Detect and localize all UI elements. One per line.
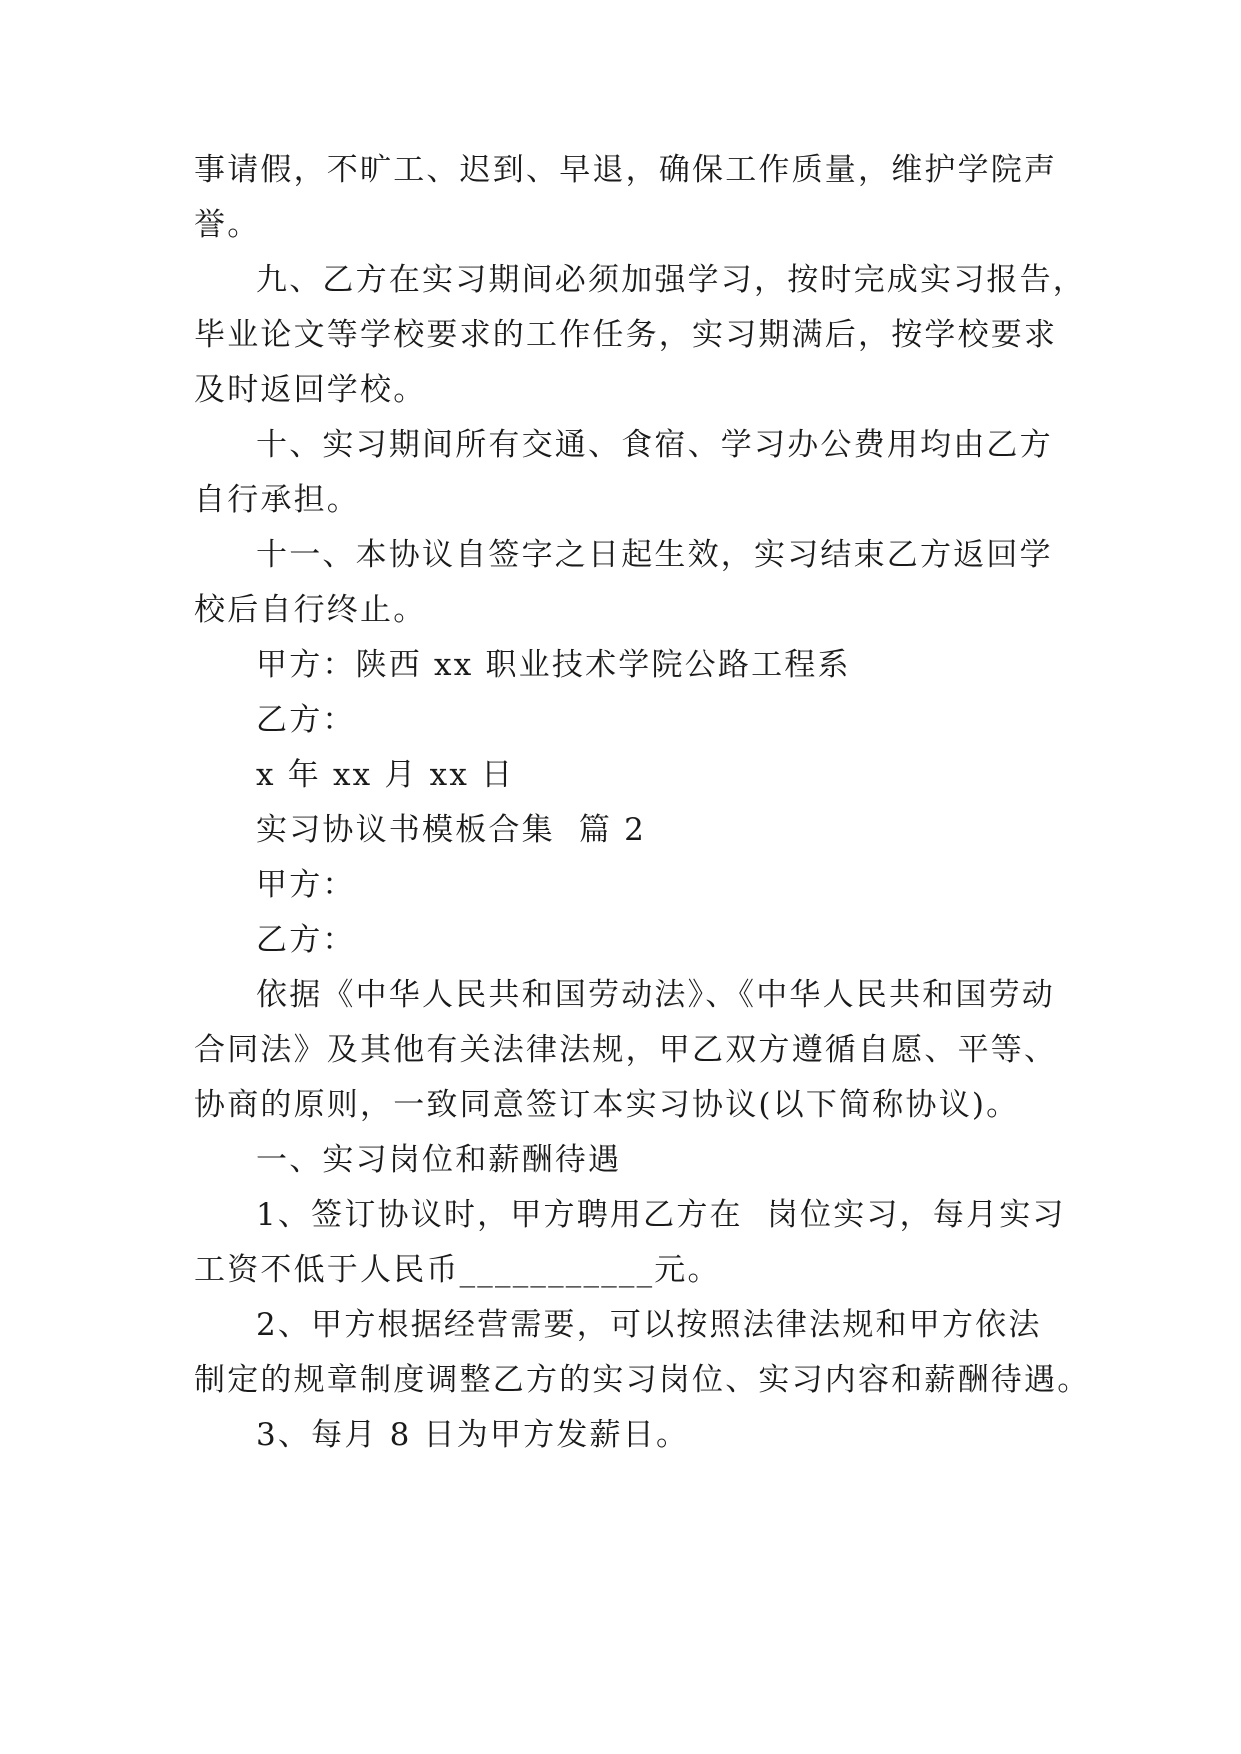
section-heading: 实习协议书模板合集 篇 2 — [256, 812, 647, 848]
body-text-line: 自行承担。 — [194, 482, 360, 518]
clause-heading: 一、实习岗位和薪酬待遇 — [256, 1142, 622, 1178]
body-text-line: 毕业论文等学校要求的工作任务，实习期满后，按学校要求 — [194, 317, 1058, 353]
item-one: 1、签订协议时，甲方聘用乙方在 岗位实习，每月实习 — [256, 1197, 1066, 1233]
date-line: x 年 xx 月 xx 日 — [256, 757, 515, 793]
clause-eleven: 十一、本协议自签字之日起生效，实习结束乙方返回学 — [256, 537, 1053, 573]
body-text-line: 校后自行终止。 — [194, 592, 427, 628]
body-text-line: 协商的原则，一致同意签订本实习协议(以下简称协议)。 — [194, 1087, 1020, 1123]
body-text-line: 制定的规章制度调整乙方的实习岗位、实习内容和薪酬待遇。 — [194, 1362, 1091, 1398]
body-text-line: 及时返回学校。 — [194, 372, 427, 408]
party-a-label: 甲方： — [256, 867, 356, 903]
item-three: 3、每月 8 日为甲方发薪日。 — [256, 1417, 690, 1453]
body-text-line: 工资不低于人民币___________元。 — [194, 1252, 721, 1288]
party-a-signature: 甲方：陕西 xx 职业技术学院公路工程系 — [256, 647, 851, 683]
preamble: 依据《中华人民共和国劳动法》、《中华人民共和国劳动 — [256, 977, 1055, 1013]
body-text-line: 誉。 — [194, 207, 261, 243]
item-two: 2、甲方根据经营需要，可以按照法律法规和甲方依法 — [256, 1307, 1042, 1343]
party-b-label: 乙方： — [256, 922, 356, 958]
party-b-signature: 乙方： — [256, 702, 356, 738]
body-text-line: 事请假，不旷工、迟到、早退，确保工作质量，维护学院声 — [194, 152, 1058, 188]
body-text-line: 合同法》及其他有关法律法规，甲乙双方遵循自愿、平等、 — [194, 1032, 1058, 1068]
clause-ten: 十、实习期间所有交通、食宿、学习办公费用均由乙方 — [256, 427, 1053, 463]
clause-nine: 九、乙方在实习期间必须加强学习，按时完成实习报告， — [256, 262, 1086, 298]
